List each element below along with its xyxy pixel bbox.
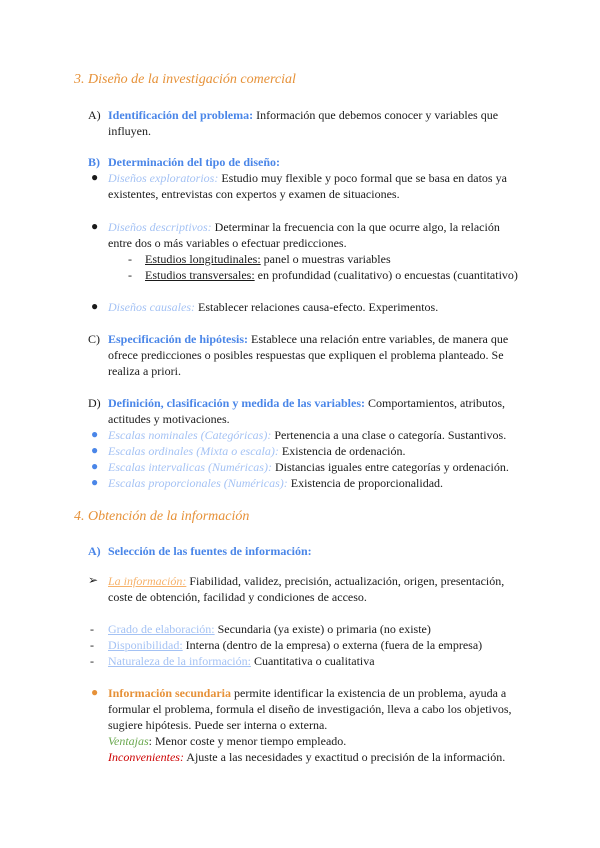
item-a-text: Información que debemos conocer y variables que — [253, 108, 499, 122]
bullet-icon: ● — [91, 427, 99, 441]
item-marker-c: C) — [88, 332, 100, 346]
secundaria-line1 — [108, 686, 506, 701]
bullet-icon: ● — [91, 443, 99, 457]
dash-text: Interna (dentro de la empresa) o externa (fuera de la empresa) — [182, 638, 483, 652]
item-4a-title: Selección de las fuentes de información: — [108, 544, 312, 558]
bullet-icon: ● — [91, 219, 99, 233]
bullet-icon: ● — [91, 459, 99, 473]
section-4-heading: 4. Obtención de la información — [74, 509, 250, 524]
scale-label: Escalas proporcionales (Numéricas): — [108, 476, 288, 490]
scale-ordinal — [108, 444, 405, 459]
bullet-icon: ● — [91, 475, 99, 489]
dash-label: Naturaleza de la información: — [108, 654, 251, 668]
transversales-line — [145, 268, 518, 283]
scale-label: Escalas nominales (Categóricas): — [108, 428, 272, 442]
bullet-icon: ● — [91, 685, 99, 699]
secundaria-line3: sugiere hipótesis. Puede ser interna o externa. — [108, 718, 328, 732]
descriptivos-line1 — [108, 220, 500, 235]
descriptivos-text: Determinar la frecuencia con la que ocurre algo, la relación — [211, 220, 500, 234]
item-d-text: Comportamientos, atributos, — [365, 396, 505, 410]
item-c-text: Establece una relación entre variables, de manera que — [248, 332, 509, 346]
exploratorios-line2: existentes, entrevistas con expertos y examen de situaciones. — [108, 187, 400, 201]
transversales-term: Estudios transversales: — [145, 268, 255, 282]
scale-label: Escalas ordinales (Mixta o escala): — [108, 444, 279, 458]
item-marker-d: D) — [88, 396, 101, 410]
exploratorios-line1 — [108, 171, 507, 186]
item-c-title: Especificación de hipótesis: — [108, 332, 248, 346]
section-3-heading: 3. Diseño de la investigación comercial — [74, 72, 296, 87]
item-c-line1 — [108, 332, 508, 347]
inconvenientes-label: Inconvenientes: — [108, 750, 184, 764]
item-marker-4a: A) — [88, 544, 101, 558]
dash-item-elaboracion — [108, 622, 431, 637]
sub-dash: - — [128, 252, 132, 266]
dash-text: Secundaria (ya existe) o primaria (no existe) — [214, 622, 431, 636]
exploratorios-text: Estudio muy flexible y poco formal que se basa en datos ya — [218, 171, 507, 185]
item-d-line1 — [108, 396, 505, 411]
causales-line1 — [108, 300, 438, 315]
dash-item-disponibilidad — [108, 638, 482, 653]
item-marker-a: A) — [88, 108, 101, 122]
scale-text: Distancias iguales entre categorías y ordenación. — [271, 460, 509, 474]
scale-interval — [108, 460, 509, 475]
arrow-icon: ➢ — [88, 573, 99, 587]
dash-marker: - — [90, 654, 94, 668]
descriptivos-label: Diseños descriptivos: — [108, 220, 212, 234]
dash-label: Grado de elaboración: — [108, 622, 215, 636]
info-text: Fiabilidad, validez, precisión, actualización, origen, presentación, — [186, 574, 505, 588]
inconvenientes-line — [108, 750, 505, 765]
item-b-title: Determinación del tipo de diseño: — [108, 155, 280, 169]
dash-marker: - — [90, 622, 94, 636]
scale-text: Existencia de ordenación. — [278, 444, 406, 458]
descriptivos-line2: entre dos o más variables o efectuar predicciones. — [108, 236, 347, 250]
exploratorios-label: Diseños exploratorios: — [108, 171, 219, 185]
scale-proportional — [108, 476, 443, 491]
scale-text: Existencia de proporcionalidad. — [287, 476, 444, 490]
longitudinales-term: Estudios longitudinales: — [145, 252, 261, 266]
secundaria-text: permite identificar la existencia de un problema, ayuda a — [231, 686, 507, 700]
causales-text: Establecer relaciones causa-efecto. Experimentos. — [195, 300, 439, 314]
item-a-title: Identificación del problema: — [108, 108, 254, 122]
dash-marker: - — [90, 638, 94, 652]
bullet-icon: ● — [91, 299, 99, 313]
item-marker-b: B) — [88, 155, 100, 169]
transversales-text: en profundidad (cualitativo) o encuestas (cuantitativo) — [254, 268, 518, 282]
dash-text: Cuantitativa o cualitativa — [250, 654, 375, 668]
item-a-line2: influyen. — [108, 124, 151, 138]
item-c-line3: realiza a priori. — [108, 364, 181, 378]
info-line2: coste de obtención, facilidad y condiciones de acceso. — [108, 590, 367, 604]
sub-dash: - — [128, 268, 132, 282]
dash-item-naturaleza — [108, 654, 375, 669]
secundaria-line2: formular el problema, formula el diseño de investigación, lleva a cabo los objetivos, — [108, 702, 512, 716]
secundaria-title: Información secundaria — [108, 686, 231, 700]
dash-label: Disponibilidad: — [108, 638, 183, 652]
scale-text: Pertenencia a una clase o categoría. Sustantivos. — [271, 428, 507, 442]
item-c-line2: ofrece predicciones o posibles respuestas que expliquen el problema planteado. Se — [108, 348, 504, 362]
longitudinales-text: panel o muestras variables — [260, 252, 391, 266]
longitudinales-line — [145, 252, 391, 267]
bullet-icon: ● — [91, 170, 99, 184]
causales-label: Diseños causales: — [108, 300, 195, 314]
inconvenientes-text: Ajuste a las necesidades y exactitud o precisión de la información. — [183, 750, 506, 764]
info-label: La información: — [108, 574, 187, 588]
item-d-line2: actitudes y motivaciones. — [108, 412, 230, 426]
ventajas-line — [108, 734, 346, 749]
item-a-line1 — [108, 108, 498, 123]
ventajas-label: Ventajas — [108, 734, 149, 748]
scale-label: Escalas intervalicas (Numéricas): — [108, 460, 272, 474]
item-d-title: Definición, clasificación y medida de las variables: — [108, 396, 365, 410]
ventajas-text: : Menor coste y menor tiempo empleado. — [148, 734, 347, 748]
scale-nominal — [108, 428, 506, 443]
info-line1 — [108, 574, 504, 589]
